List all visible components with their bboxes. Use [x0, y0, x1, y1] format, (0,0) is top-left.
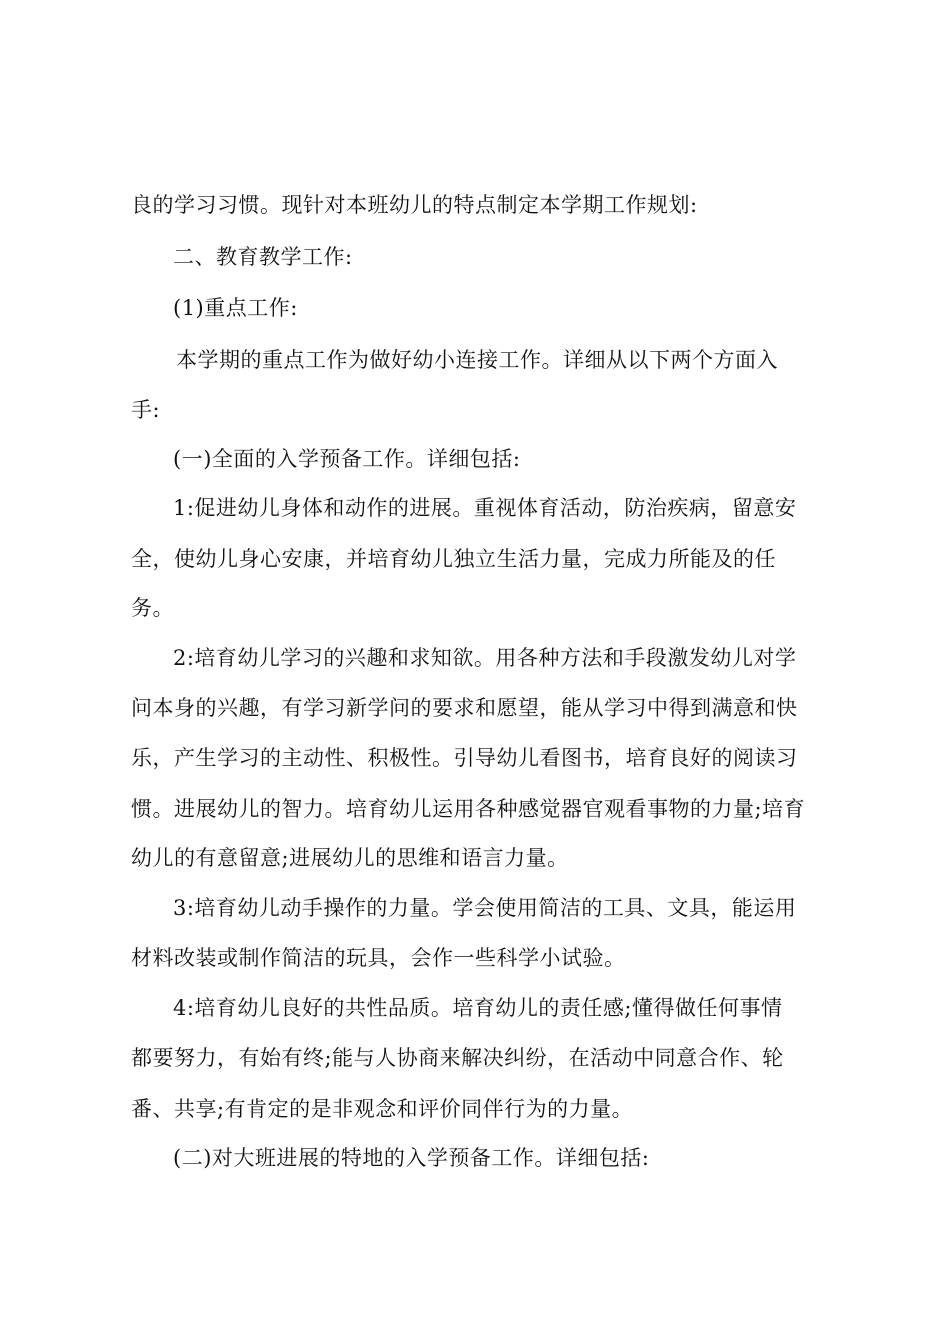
text-line-11: 问本身的兴趣，有学习新学问的要求和愿望，能从学习中得到满意和快 [131, 696, 798, 720]
text-line-12: 乐，产生学习的主动性、积极性。引导幼儿看图书，培育良好的阅读习 [131, 746, 798, 770]
text-line-8: 全，使幼儿身心安康，并培育幼儿独立生活力量，完成力所能及的任 [131, 547, 776, 571]
subheading-key-work: (1)重点工作: [173, 296, 298, 320]
text-line-17: 4:培育幼儿良好的共性品质。培育幼儿的责任感;懂得做任何事情 [173, 996, 783, 1020]
section-heading-teaching: 二、教育教学工作: [173, 245, 353, 269]
text-line-10: 2:培育幼儿学习的兴趣和求知欲。用各种方法和手段激发幼儿对学 [173, 646, 797, 670]
text-line-9: 务。 [131, 596, 174, 620]
text-line-16: 材料改装或制作简洁的玩具，会作一些科学小试验。 [131, 946, 626, 970]
text-line-15: 3:培育幼儿动手操作的力量。学会使用简洁的工具、文具，能运用 [173, 896, 797, 920]
text-line-19: 番、共享;有肯定的是非观念和评价同伴行为的力量。 [131, 1097, 634, 1121]
subheading-part-2: (二)对大班进展的特地的入学预备工作。详细包括: [173, 1146, 650, 1170]
text-line-14: 幼儿的有意留意;进展幼儿的思维和语言力量。 [131, 846, 569, 870]
subheading-part-1: (一)全面的入学预备工作。详细包括: [173, 447, 521, 471]
text-line-5: 手: [131, 398, 161, 422]
text-line-4: 本学期的重点工作为做好幼小连接工作。详细从以下两个方面入 [176, 348, 778, 372]
text-line-13: 惯。进展幼儿的智力。培育幼儿运用各种感觉器官观看事物的力量;培育 [131, 797, 806, 821]
text-line-18: 都要努力，有始有终;能与人协商来解决纠纷，在活动中同意合作、轮 [131, 1046, 784, 1070]
text-line-7: 1:促进幼儿身体和动作的进展。重视体育活动，防治疾病，留意安 [173, 496, 797, 520]
text-line-1: 良的学习习惯。现针对本班幼儿的特点制定本学期工作规划: [131, 193, 698, 217]
